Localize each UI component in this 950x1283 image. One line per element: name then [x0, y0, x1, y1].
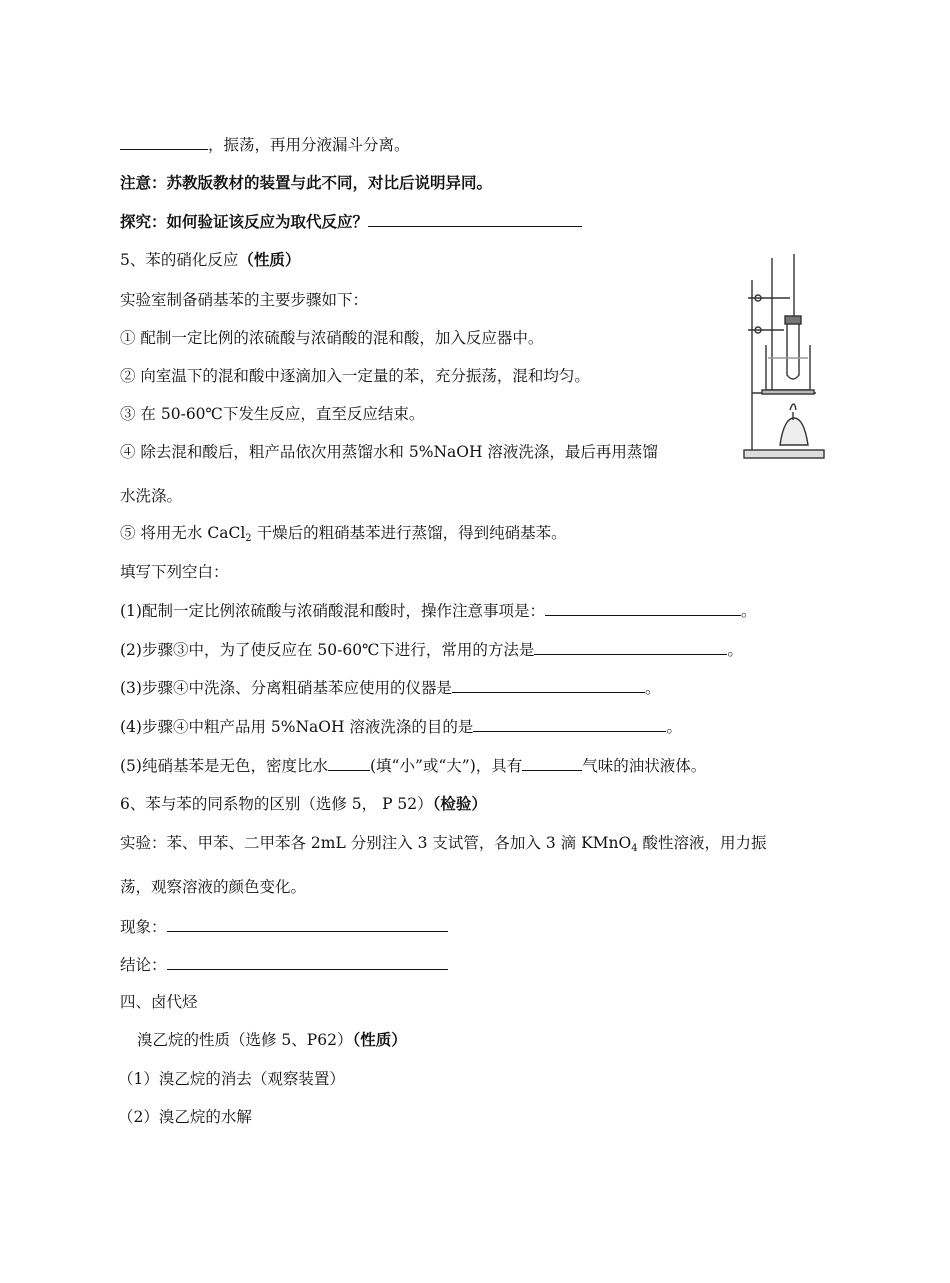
question-1: (1)配制一定比例浓硫酸与浓硝酸混和酸时，操作注意事项是： 。 [120, 602, 757, 620]
fill-instruction: 填写下列空白： [120, 563, 229, 581]
question-3: (3)步骤④中洗涤、分离粗硝基苯应使用的仪器是 。 [120, 679, 661, 697]
answer-blank[interactable] [167, 916, 448, 932]
answer-blank[interactable] [120, 134, 208, 150]
step-5: ⑤ 将用无水 CaCl$_2$ 干燥后的粗硝基苯进行蒸馏，得到纯硝基苯。 [120, 524, 567, 544]
phenomenon-line: 现象： [120, 916, 448, 937]
question-2: (2)步骤③中，为了使反应在 50-60℃下进行，常用的方法是 。 [120, 641, 743, 659]
answer-blank[interactable] [368, 211, 582, 227]
step-4-cont: 水洗涤。 [120, 487, 183, 505]
question-4: (4)步骤④中粗产品用 5%NaOH 溶液洗涤的目的是 。 [120, 718, 682, 736]
bromoethane-item-2: （2）溴乙烷的水解 [118, 1108, 252, 1126]
section-6-title: 6、苯与苯的同系物的区别（选修 5， P 52）（检验） [120, 794, 487, 813]
section-5-title: 5、苯的硝化反应（性质） [120, 250, 301, 269]
answer-blank[interactable] [522, 755, 582, 771]
answer-blank[interactable] [545, 600, 741, 616]
step-3: ③ 在 50-60℃下发生反应，直至反应结束。 [120, 405, 425, 423]
question-5: (5)纯硝基苯是无色，密度比水 (填“小”或“大”)，具有 气味的油状液体。 [120, 757, 707, 775]
conclusion-line: 结论： [120, 954, 448, 975]
line-shake-separate: ，振荡，再用分液漏斗分离。 [120, 134, 410, 155]
step-2: ② 向室温下的混和酸中逐滴加入一定量的苯，充分振荡，混和均匀。 [120, 367, 590, 385]
nitration-apparatus-illustration [740, 250, 828, 463]
step-1: ① 配制一定比例的浓硫酸与浓硝酸的混和酸，加入反应器中。 [120, 329, 544, 347]
experiment-line-cont: 荡，观察溶液的颜色变化。 [120, 878, 307, 896]
answer-blank[interactable] [534, 639, 727, 655]
answer-blank[interactable] [452, 677, 645, 693]
experiment-line: 实验：苯、甲苯、二甲苯各 2mL 分别注入 3 支试管，各加入 3 滴 KMnO$_4$ 酸性溶液，用力振 [120, 834, 767, 854]
section-4-heading: 四、卤代烃 [120, 993, 198, 1011]
inquiry-line: 探究：如何验证该反应为取代反应？ [120, 211, 582, 232]
intro-line: 实验室制备硝基苯的主要步骤如下： [120, 291, 369, 309]
step-4: ④ 除去混和酸后，粗产品依次用蒸馏水和 5%NaOH 溶液洗涤，最后再用蒸馏 [120, 443, 658, 461]
answer-blank[interactable] [328, 755, 370, 771]
answer-blank[interactable] [473, 716, 666, 732]
note-line: 注意：苏教版教材的装置与此不同，对比后说明异同。 [120, 173, 493, 192]
answer-blank[interactable] [167, 954, 448, 970]
bromoethane-title: 溴乙烷的性质（选修 5、P62）（性质） [137, 1030, 407, 1049]
bromoethane-item-1: （1）溴乙烷的消去（观察装置） [118, 1070, 345, 1088]
